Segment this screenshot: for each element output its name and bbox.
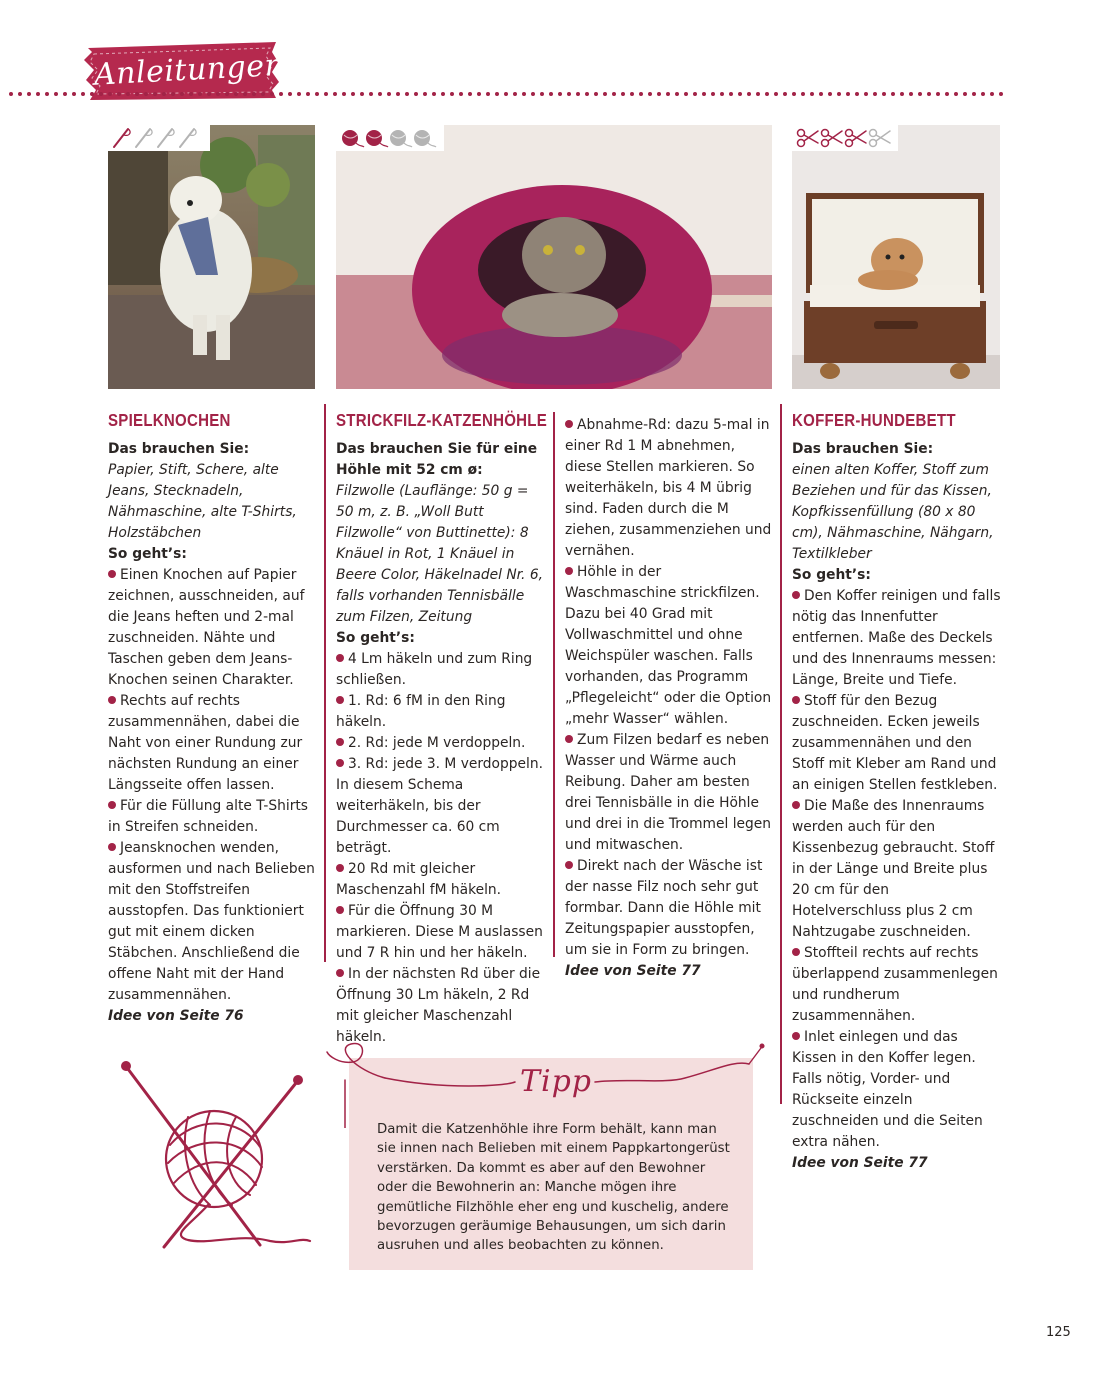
needle-icon bbox=[114, 129, 130, 147]
suitcase-dog-photo bbox=[792, 125, 1000, 389]
materials-label: Das brauchen Sie: bbox=[108, 441, 250, 457]
materials-label: Das brauchen Sie für eine Höhle mit 52 cm ø: bbox=[336, 441, 538, 478]
scissors-icon bbox=[870, 130, 891, 147]
materials-label: Das brauchen Sie: bbox=[792, 441, 934, 457]
instruction-step: 3. Rd: jede 3. M verdoppeln. bbox=[336, 754, 546, 775]
spielknochen-column bbox=[108, 409, 318, 1027]
instruction-step: 20 Rd mit gleicher Maschenzahl fM häkeln. bbox=[336, 859, 546, 901]
instructions-label: So geht’s: bbox=[108, 546, 187, 562]
instruction-step: Abnahme-Rd: dazu 5-mal in einer Rd 1 M abnehmen, diese Stellen markieren. So weiterhäkeln, bis 4 M übrig sind. Faden durch die M ziehen, zusammenziehen und vernähen. bbox=[565, 415, 775, 562]
instruction-step: Rechts auf rechts zusammennähen, dabei die Naht von einer Rundung zur nächsten Rundung an einer Längsseite offen lassen. bbox=[108, 691, 318, 796]
page-reference: Idee von Seite 76 bbox=[108, 1008, 244, 1024]
instruction-step: Jeansknochen wenden, ausformen und nach Belieben mit den Stoffstreifen ausstopfen. Das funktioniert gut mit einem dicken Stäbchen. Anschließend die offene Naht mit der Hand zusammennähen. bbox=[108, 838, 318, 1006]
yarn-ball-icon bbox=[342, 130, 364, 147]
instruction-step: Einen Knochen auf Papier zeichnen, ausschneiden, auf die Jeans heften und 2-mal zuschneiden. Nähte und Taschen geben dem Jeans-Knochen seinen Charakter. bbox=[108, 565, 318, 691]
page-number: 125 bbox=[1046, 1325, 1071, 1340]
instructions-label: So geht’s: bbox=[792, 567, 871, 583]
yarn-ball-icon bbox=[390, 130, 412, 147]
section-title: Anleitungen bbox=[93, 47, 286, 93]
instruction-step: Stoff für den Bezug zuschneiden. Ecken jeweils zusammennähen und den Stoff mit Kleber am Rand und an einigen Stellen festkleben. bbox=[792, 691, 1002, 796]
instruction-step: Direkt nach der Wäsche ist der nasse Filz noch sehr gut formbar. Dann die Höhle mit Zeitungspapier ausstopfen, um sie in Form zu bringen. bbox=[565, 856, 775, 961]
needle-icon bbox=[136, 129, 152, 147]
instruction-step: Den Koffer reinigen und falls nötig das Innenfutter entfernen. Maße des Deckels und des Innenraums messen: Länge, Breite und Tiefe. bbox=[792, 586, 1002, 691]
instruction-step: Die Maße des Innenraums werden auch für den Kissenbezug gebraucht. Stoff in der Länge und Breite plus 20 cm für den Hotelverschluss plus 2 cm Nahtzugabe zuschneiden. bbox=[792, 796, 1002, 943]
section-heading: STRICKFILZ-KATZENHÖHLE bbox=[336, 410, 548, 430]
tip-text: Damit die Katzenhöhle ihre Form behält, kann man sie innen nach Belieben mit einem Pappkartongerüst verstärken. Da kommt es aber auf den Bewohner oder die Bewohnerin an: Manche mögen ihre gemütliche Filzhöhle eher eng und kuschelig, andere bevorzugen geräumige Behausungen, um sich darin ausruhen und alles beobachten zu können. bbox=[377, 1122, 730, 1254]
materials-list: Filzwolle (Lauflänge: 50 g = 50 m, z. B. „Woll Butt Filzwolle“ von Buttinette): 8 Knäuel in Rot, 1 Knäuel in Beere Color, Häkelnadel Nr. 6, falls vorhanden Tennisbälle zum Filzen, Zeitung bbox=[336, 483, 543, 625]
yarn-ball-illustration bbox=[110, 1055, 320, 1255]
instruction-note: In diesem Schema weiterhäkeln, bis der Durchmesser ca. 60 cm beträgt. bbox=[336, 777, 500, 856]
column-divider bbox=[324, 404, 326, 962]
koffer-hundebett-column bbox=[792, 409, 1002, 1174]
page-reference: Idee von Seite 77 bbox=[792, 1155, 928, 1171]
instruction-step: Zum Filzen bedarf es neben Wasser und Wärme auch Reibung. Daher am besten drei Tennisbälle in die Höhle und drei in die Trommel legen und mitwaschen. bbox=[565, 730, 775, 856]
materials-list: Papier, Stift, Schere, alte Jeans, Stecknadeln, Nähmaschine, alte T-Shirts, Holzstäbchen bbox=[108, 462, 297, 541]
instruction-step: 2. Rd: jede M verdoppeln. bbox=[336, 733, 546, 754]
dog-photo bbox=[108, 125, 315, 389]
difficulty-rating bbox=[792, 125, 898, 151]
katzenhoehle-column bbox=[336, 409, 546, 1048]
instructions-label: So geht’s: bbox=[336, 630, 415, 646]
difficulty-rating bbox=[336, 125, 444, 151]
scissors-icon bbox=[822, 130, 843, 147]
instruction-step: Inlet einlegen und das Kissen in den Koffer legen. Falls nötig, Vorder- und Rückseite einzeln zuschneiden und die Seiten extra nähen. bbox=[792, 1027, 1002, 1153]
needle-icon bbox=[180, 129, 196, 147]
yarn-ball-icon bbox=[414, 130, 436, 147]
column-divider bbox=[780, 404, 782, 1104]
page-reference: Idee von Seite 77 bbox=[565, 963, 701, 979]
instruction-step: Höhle in der Waschmaschine strickfilzen. Dazu bei 40 Grad mit Vollwaschmittel und ohne Weichspüler waschen. Falls vorhanden, das Programm „Pflegeleicht“ oder die Option „mehr Wasser“ wählen. bbox=[565, 562, 775, 730]
scissors-icon bbox=[798, 130, 819, 147]
scissors-icon bbox=[846, 130, 867, 147]
section-heading: SPIELKNOCHEN bbox=[108, 410, 231, 430]
instruction-step: 1. Rd: 6 fM in den Ring häkeln. bbox=[336, 691, 546, 733]
instruction-step: Für die Öffnung 30 M markieren. Diese M auslassen und 7 R hin und her häkeln. bbox=[336, 901, 546, 964]
katzenhoehle-column-continued bbox=[565, 415, 775, 982]
tip-title: Tipp bbox=[520, 1064, 593, 1099]
cat-cave-photo bbox=[336, 125, 772, 389]
instruction-step: In der nächsten Rd über die Öffnung 30 Lm häkeln, 2 Rd mit gleicher Maschenzahl häkeln. bbox=[336, 964, 546, 1048]
needle-icon bbox=[158, 129, 174, 147]
instruction-step: 4 Lm häkeln und zum Ring schließen. bbox=[336, 649, 546, 691]
section-heading: KOFFER-HUNDEBETT bbox=[792, 410, 956, 430]
yarn-ball-icon bbox=[366, 130, 388, 147]
instruction-step: Stoffteil rechts auf rechts überlappend zusammenlegen und rundherum zusammennähen. bbox=[792, 943, 1002, 1027]
materials-list: einen alten Koffer, Stoff zum Beziehen und für das Kissen, Kopfkissenfüllung (80 x 80 cm), Nähmaschine, Nähgarn, Textilkleber bbox=[792, 462, 994, 562]
difficulty-rating bbox=[108, 125, 210, 151]
column-divider bbox=[553, 412, 555, 957]
dotted-divider bbox=[8, 91, 1008, 97]
instruction-step: Für die Füllung alte T-Shirts in Streifen schneiden. bbox=[108, 796, 318, 838]
